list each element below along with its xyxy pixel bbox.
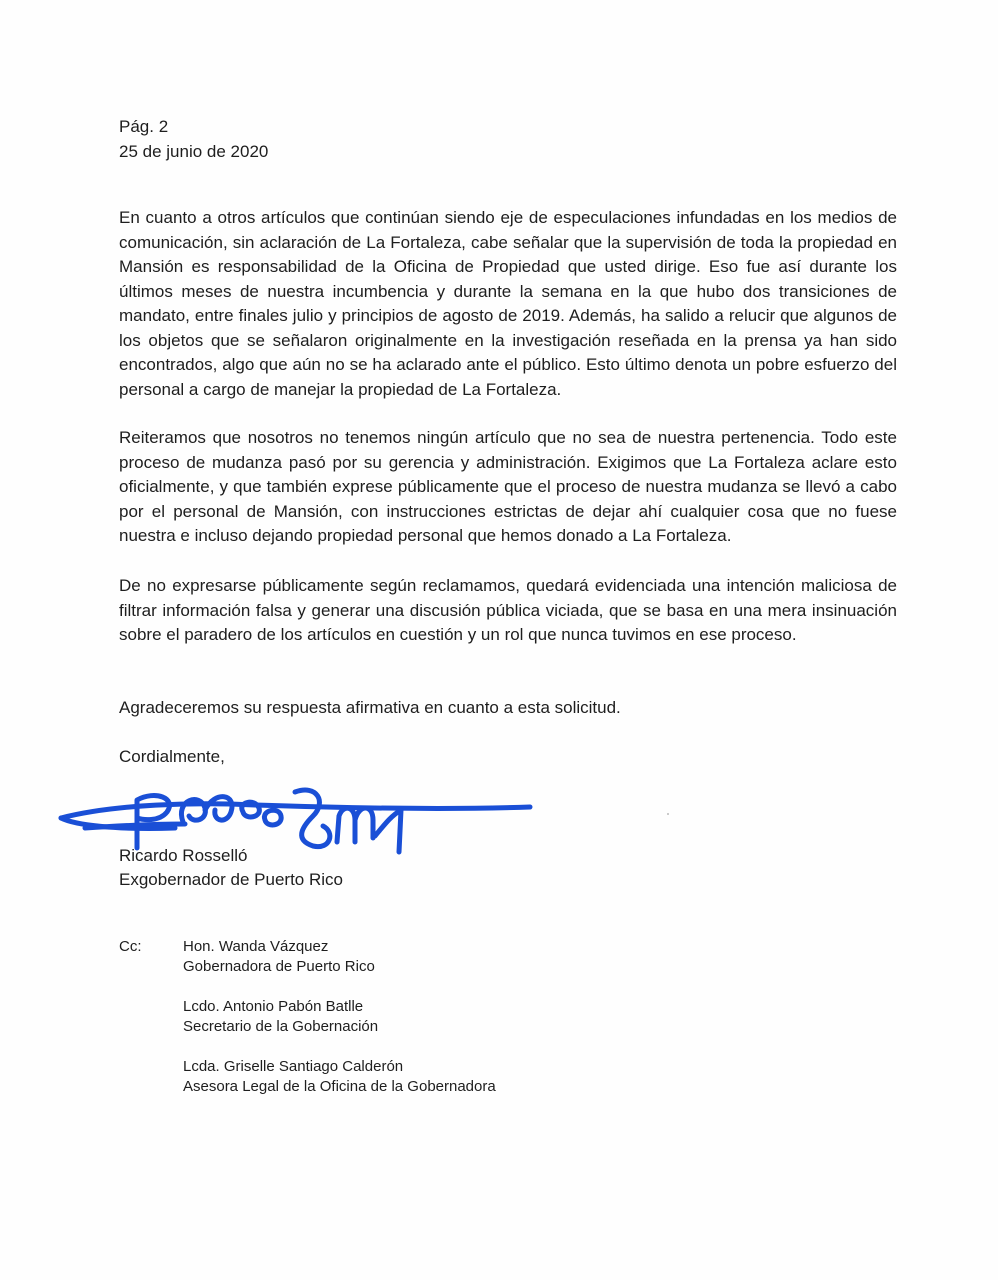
handwritten-signature	[55, 780, 545, 870]
page-number: Pág. 2	[119, 117, 169, 136]
cc-recipient	[183, 1057, 496, 1097]
cc-list	[183, 937, 496, 1117]
cc-recipient-role: Asesora Legal de la Oficina de la Gobernadora	[183, 1078, 496, 1095]
cc-recipient-name: Hon. Wanda Vázquez	[183, 938, 329, 955]
letter-header	[119, 114, 268, 164]
paragraph-3: De no expresarse públicamente según reclamamos, quedará evidenciada una intención maliciosa de filtrar información falsa y generar una discusión pública viciada, que se basa en una mera insinuación sobre el paradero de los artículos en cuestión y un rol que nunca tuvimos en ese proceso.	[119, 576, 897, 644]
letter-date: 25 de junio de 2020	[119, 142, 269, 161]
paragraph-1: En cuanto a otros artículos que continúan siendo eje de especulaciones infundadas en los medios de comunicación, sin aclaración de La Fortaleza, cabe señalar que la supervisión de toda la propiedad en Mansión es responsabilidad de la Oficina de Propiedad que usted dirige. Eso fue así durante los últimos meses de nuestra incumbencia y durante la semana en la que hubo dos transiciones de mandato, entre finales julio y principios de agosto de 2019. Además, ha salido a relucir que algunos de los objetos que se señalaron originalmente en la investigación reseñada en la prensa ya han sido encontrados, algo que aún no se ha aclarado ante el público. Esto último denota un pobre esfuerzo del personal a cargo de manejar la propiedad de La Fortaleza.	[119, 208, 897, 399]
cc-recipient-role: Gobernadora de Puerto Rico	[183, 958, 375, 975]
cc-recipient-name: Lcdo. Antonio Pabón Batlle	[183, 998, 364, 1015]
signer-title: Exgobernador de Puerto Rico	[119, 870, 343, 889]
cc-recipient	[183, 937, 496, 977]
paragraph-2: Reiteramos que nosotros no tenemos ningún artículo que no sea de nuestra pertenencia. Todo este proceso de mudanza pasó por su gerencia y administración. Exigimos que La Fortaleza aclare esto oficialmente, y que también exprese públicamente que el proceso de nuestra mudanza se llevó a cabo por el personal de Mansión, con instrucciones estrictas de dejar ahí cualquier cosa que no fuese nuestra e incluso dejando propiedad personal que hemos donado a La Fortaleza.	[119, 428, 897, 545]
closing-salutation: Cordialmente,	[119, 747, 225, 766]
paragraph-4: Agradeceremos su respuesta afirmativa en cuanto a esta solicitud.	[119, 698, 621, 717]
cc-label: Cc:	[119, 938, 142, 955]
cc-recipient	[183, 997, 496, 1037]
paper-speck	[667, 813, 669, 815]
cc-recipient-role: Secretario de la Gobernación	[183, 1018, 379, 1035]
cc-recipient-name: Lcda. Griselle Santiago Calderón	[183, 1058, 404, 1075]
signer-name: Ricardo Rosselló	[119, 846, 248, 865]
